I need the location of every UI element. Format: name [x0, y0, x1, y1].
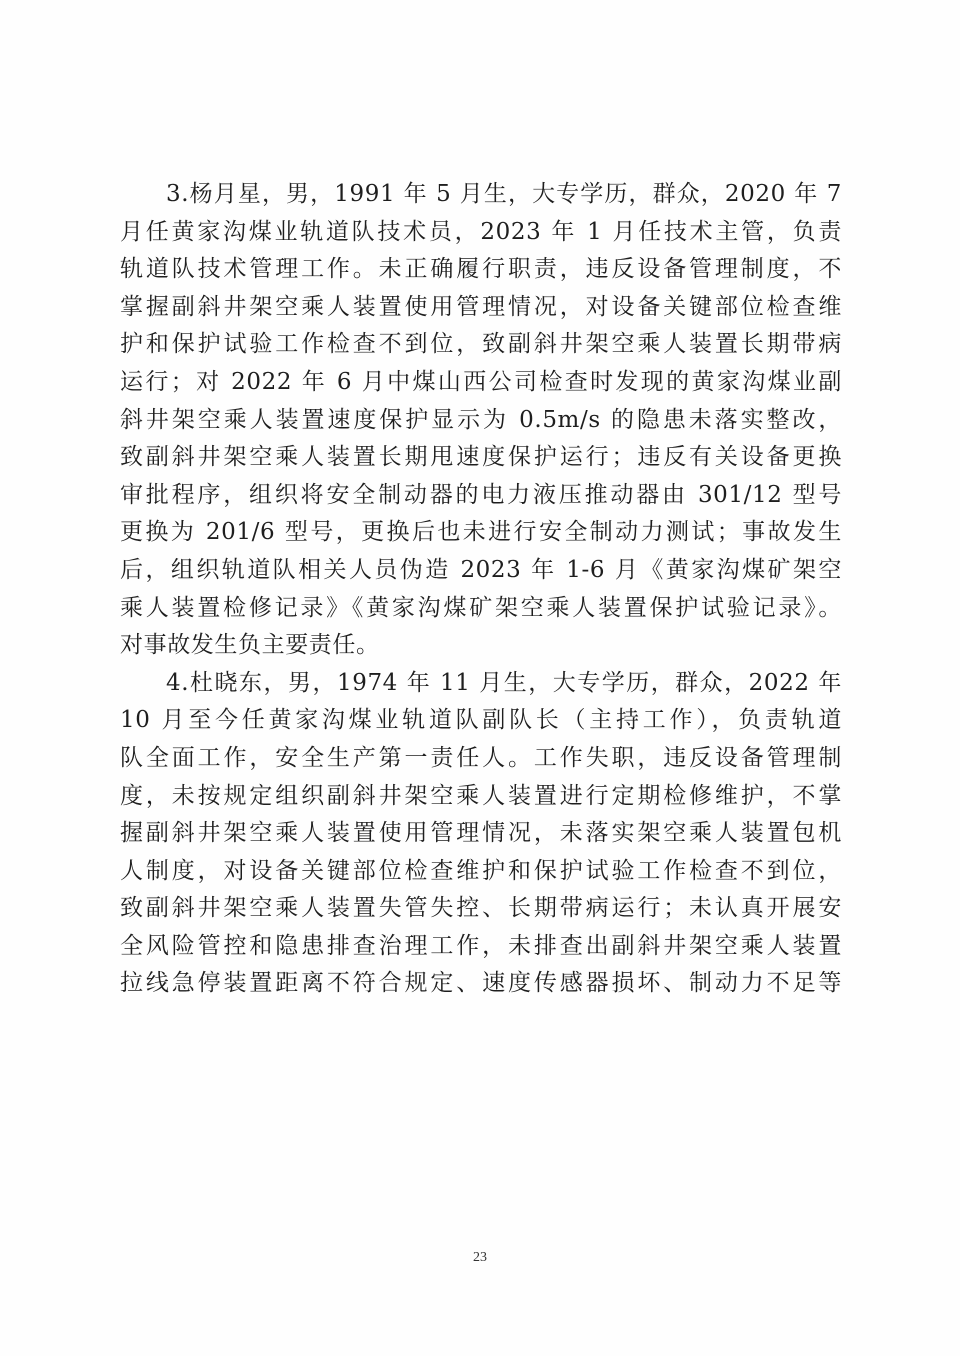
text-line: 护和保护试验工作检查不到位，致副斜井架空乘人装置长期带病	[120, 331, 842, 358]
text-line: 斜井架空乘人装置速度保护显示为 0.5m/s 的隐患未落实整改，	[120, 406, 842, 433]
text-line: 度，未按规定组织副斜井架空乘人装置进行定期检修维护，不掌	[120, 782, 842, 809]
paragraph-4	[120, 665, 842, 1003]
text-line: 拉线急停装置距离不符合规定、速度传感器损坏、制动力不足等	[120, 970, 842, 997]
text-line: 对事故发生负主要责任。	[120, 632, 380, 659]
text-line: 致副斜井架空乘人装置长期甩速度保护运行；违反有关设备更换	[120, 444, 842, 471]
text-line: 人制度，对设备关键部位检查维护和保护试验工作检查不到位，	[120, 857, 842, 884]
text-line: 审批程序，组织将安全制动器的电力液压推动器由 301/12 型号	[120, 481, 842, 508]
text-line: 3.杨月星，男，1991 年 5 月生，大专学历，群众，2020 年 7	[166, 181, 842, 207]
text-line: 4.杜晓东，男，1974 年 11 月生，大专学历，群众，2022 年	[166, 669, 842, 696]
text-line: 致副斜井架空乘人装置失管失控、长期带病运行；未认真开展安	[120, 895, 842, 922]
text-line: 后，组织轨道队相关人员伪造 2023 年 1-6 月《黄家沟煤矿架空	[120, 556, 842, 583]
text-line: 队全面工作，安全生产第一责任人。工作失职，违反设备管理制	[120, 744, 842, 771]
text-line: 轨道队技术管理工作。未正确履行职责，违反设备管理制度，不	[120, 256, 842, 283]
text-line: 掌握副斜井架空乘人装置使用管理情况，对设备关键部位检查维	[120, 293, 842, 320]
text-line: 月任黄家沟煤业轨道队技术员，2023 年 1 月任技术主管，负责	[120, 218, 842, 245]
text-line: 更换为 201/6 型号，更换后也未进行安全制动力测试；事故发生	[120, 519, 842, 546]
paragraph-3	[120, 176, 842, 665]
text-line: 乘人装置检修记录》《黄家沟煤矿架空乘人装置保护试验记录》。	[120, 594, 842, 621]
text-line: 运行；对 2022 年 6 月中煤山西公司检查时发现的黄家沟煤业副	[120, 368, 842, 395]
text-line: 10 月至今任黄家沟煤业轨道队副队长（主持工作），负责轨道	[120, 707, 842, 734]
document-body	[120, 176, 842, 1003]
text-line: 全风险管控和隐患排查治理工作，未排查出副斜井架空乘人装置	[120, 932, 842, 959]
page-number: 23	[473, 1250, 487, 1265]
text-line: 握副斜井架空乘人装置使用管理情况，未落实架空乘人装置包机	[120, 820, 842, 847]
